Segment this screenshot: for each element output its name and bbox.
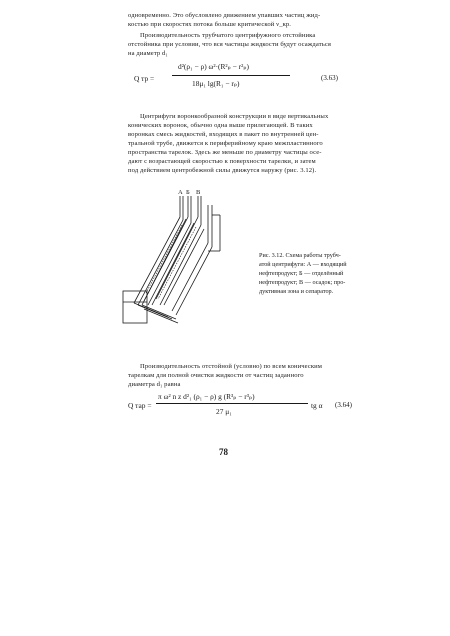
figure-caption: Рис. 3.12. Схема работы трубч-: [259, 252, 341, 259]
text-line: тральной трубе, движется к периферийному краю межпластинного: [128, 140, 323, 147]
formula-denominator: 18μ₁ lg(R₁ − rₚ): [192, 79, 240, 88]
text-line: Производительность трубчатого центрифужного отстойника: [140, 32, 316, 39]
text-line: Производительность отстойной (условно) по всем коническим: [140, 363, 323, 370]
figure-caption: нефтепродукт; Б — отделённый: [259, 270, 344, 277]
formula-numerator: d²(ρ₁ − ρ) ω²·(R²ₚ − r²ₚ): [178, 62, 249, 71]
figure-caption: атой центрифуги: А — входящий: [259, 261, 347, 268]
text-line: под действием центробежной силы движутся наружу (рис. 3.12).: [128, 167, 317, 174]
figure-label-b: Б: [186, 189, 190, 196]
figure-label-c: В: [196, 189, 201, 196]
text-line: воронках смесь жидкостей, входящих в пакет по внутренней цен-: [128, 131, 319, 138]
formula-number: (3.63): [321, 74, 338, 82]
text-line: пространства тарелок. Здесь же меньше по диаметру частицы осе-: [128, 149, 322, 156]
figure-label-a: А: [178, 189, 183, 196]
figure-caption: дуктивная зона и сепаратор.: [259, 288, 334, 295]
formula-denominator: 27 μ₁: [216, 407, 232, 416]
text-line: конических воронок, обычно одна выше прилегающей. В таких: [128, 122, 313, 129]
formula-lhs: Q тр =: [134, 74, 155, 83]
text-line: тарелкам для полной очистки жидкости от частиц заданного: [128, 372, 304, 379]
text-line: костью при скоростях потока больше критической ν_кр.: [128, 21, 292, 28]
text-line: на диаметр d₁: [128, 50, 168, 57]
formula-tail: tg α: [311, 401, 323, 410]
fraction-bar: [172, 75, 290, 76]
fraction-bar: [156, 403, 308, 404]
formula-lhs: Q тар =: [128, 401, 152, 410]
formula-numerator: π ω² n z d²₁ (ρ₁ − ρ) g (R³ₚ − r³ₚ): [158, 392, 255, 401]
text-line: Центрифуги воронкообразной конструкции в виде вертикальных: [140, 113, 329, 120]
text-line: дают с возрастающей скоростью к поверхности тарелки, и затем: [128, 158, 316, 165]
pipe-lines: [123, 196, 220, 323]
text-line: диаметра d₁ равна: [128, 381, 181, 388]
text-line: одновременно. Это обусловлено движением упавших частиц жид-: [128, 12, 321, 19]
centrifuge-diagram: [120, 185, 240, 345]
figure-caption: нефтепродукт; В — осадок; про-: [259, 279, 346, 286]
page-number: 78: [219, 447, 228, 457]
text-line: отстойника при условии, что вся частицы жидкости будут осаждаться: [128, 41, 331, 48]
formula-number: (3.64): [335, 401, 352, 409]
